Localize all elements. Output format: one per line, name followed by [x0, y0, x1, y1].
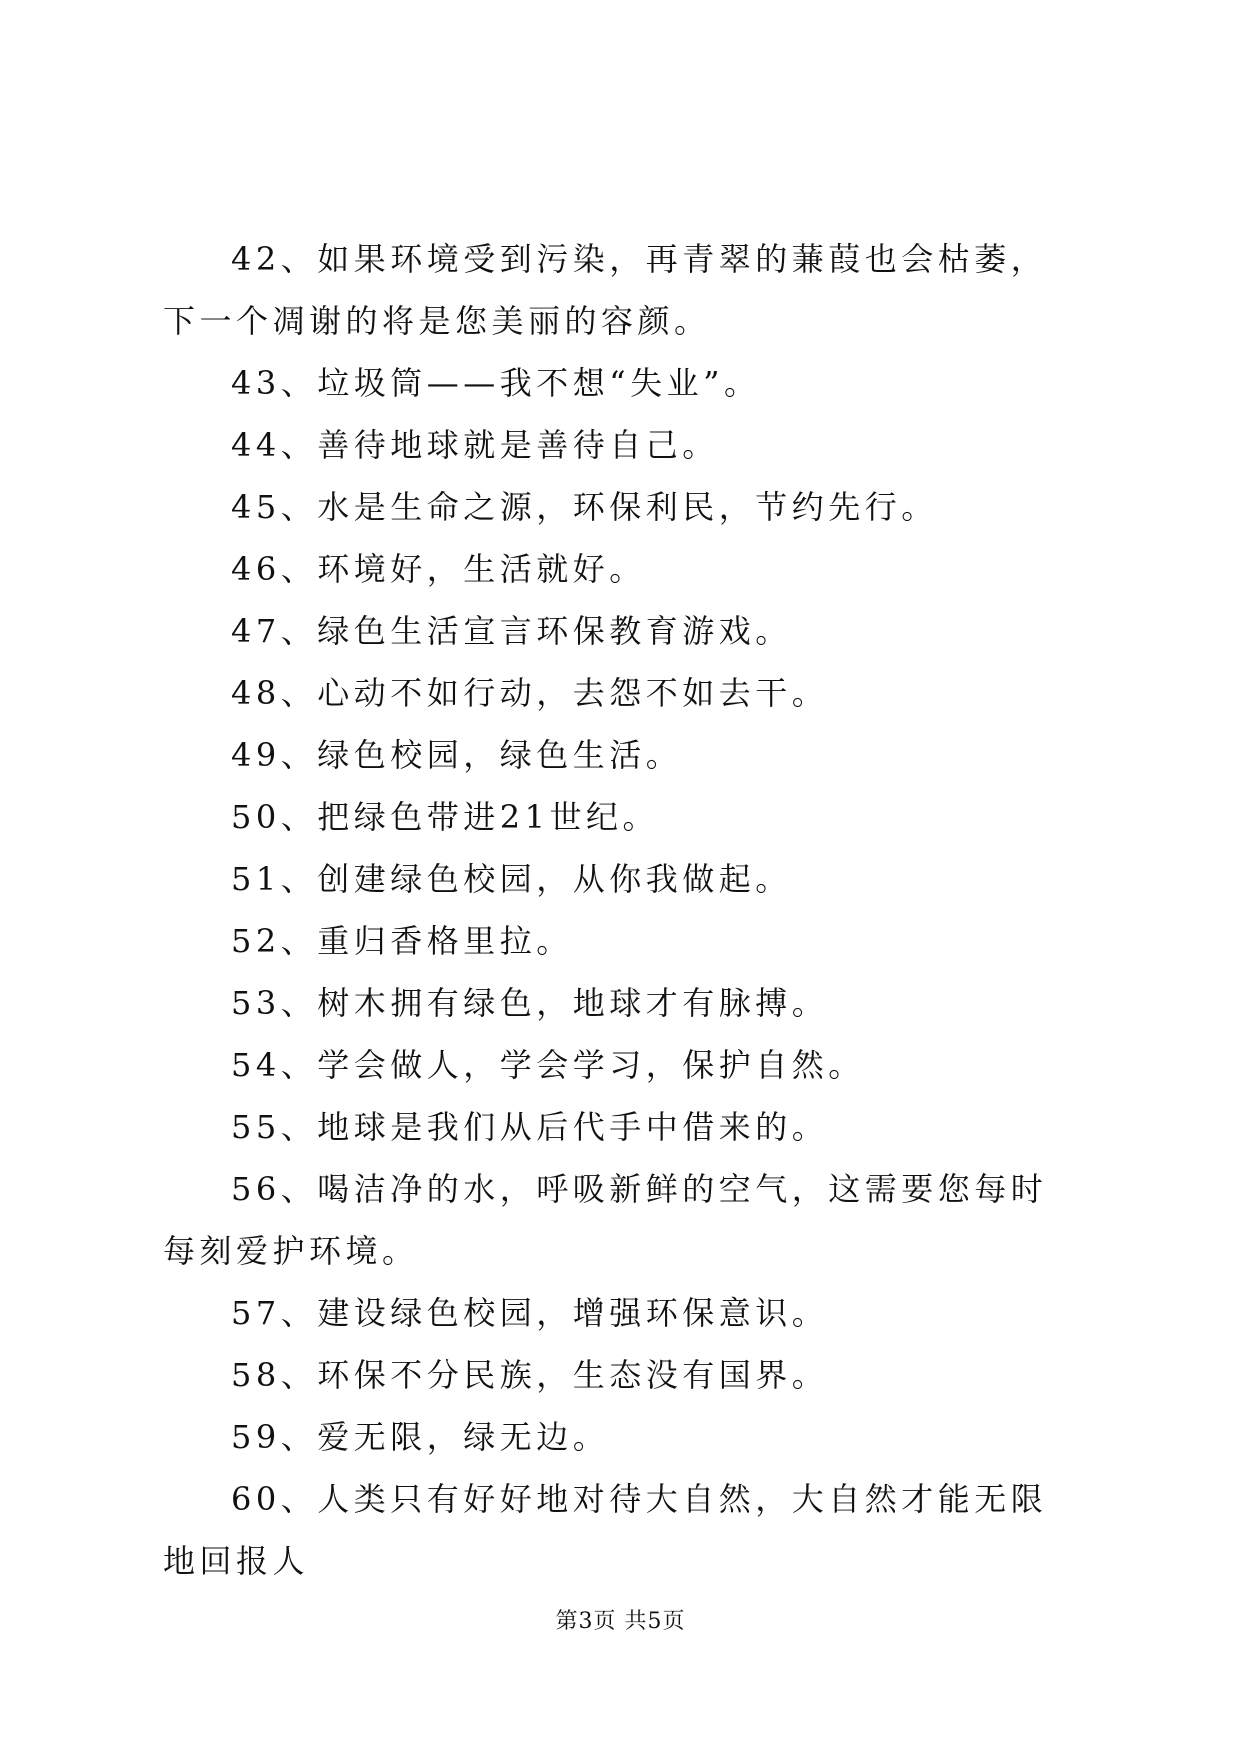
- slogan-item-58: 58、环保不分民族，生态没有国界。: [231, 1356, 829, 1394]
- document-body: [163, 228, 1083, 1592]
- slogan-item-47: 47、绿色生活宣言环保教育游戏。: [231, 612, 792, 650]
- slogan-item-51: 51、创建绿色校园，从你我做起。: [231, 860, 792, 898]
- slogan-item-60: 60、人类只有好好地对待大自然，大自然才能无限地回报人: [163, 1480, 1048, 1580]
- slogan-item-49: 49、绿色校园，绿色生活。: [231, 736, 683, 774]
- slogan-item-42: 42、如果环境受到污染，再青翠的蒹葭也会枯萎，下一个凋谢的将是您美丽的容颜。: [163, 240, 1048, 340]
- slogan-item-45: 45、水是生命之源，环保利民，节约先行。: [231, 488, 938, 526]
- slogan-item-44: 44、善待地球就是善待自己。: [231, 426, 719, 464]
- slogan-item-54: 54、学会做人，学会学习，保护自然。: [231, 1046, 865, 1084]
- slogan-item-48: 48、心动不如行动，去怨不如去干。: [231, 674, 829, 712]
- slogan-item-46: 46、环境好，生活就好。: [231, 550, 646, 588]
- slogan-item-52: 52、重归香格里拉。: [231, 922, 573, 960]
- page-footer: 第3页 共5页: [555, 1609, 686, 1634]
- slogan-item-50: 50、把绿色带进21世纪。: [231, 798, 659, 836]
- slogan-item-56: 56、喝洁净的水，呼吸新鲜的空气，这需要您每时每刻爱护环境。: [163, 1170, 1048, 1270]
- slogan-item-59: 59、爱无限，绿无边。: [231, 1418, 610, 1456]
- slogan-item-53: 53、树木拥有绿色，地球才有脉搏。: [231, 984, 829, 1022]
- slogan-item-57: 57、建设绿色校园，增强环保意识。: [231, 1294, 829, 1332]
- slogan-item-43: 43、垃圾筒——我不想“失业”。: [231, 364, 761, 402]
- slogan-item-55: 55、地球是我们从后代手中借来的。: [231, 1108, 829, 1146]
